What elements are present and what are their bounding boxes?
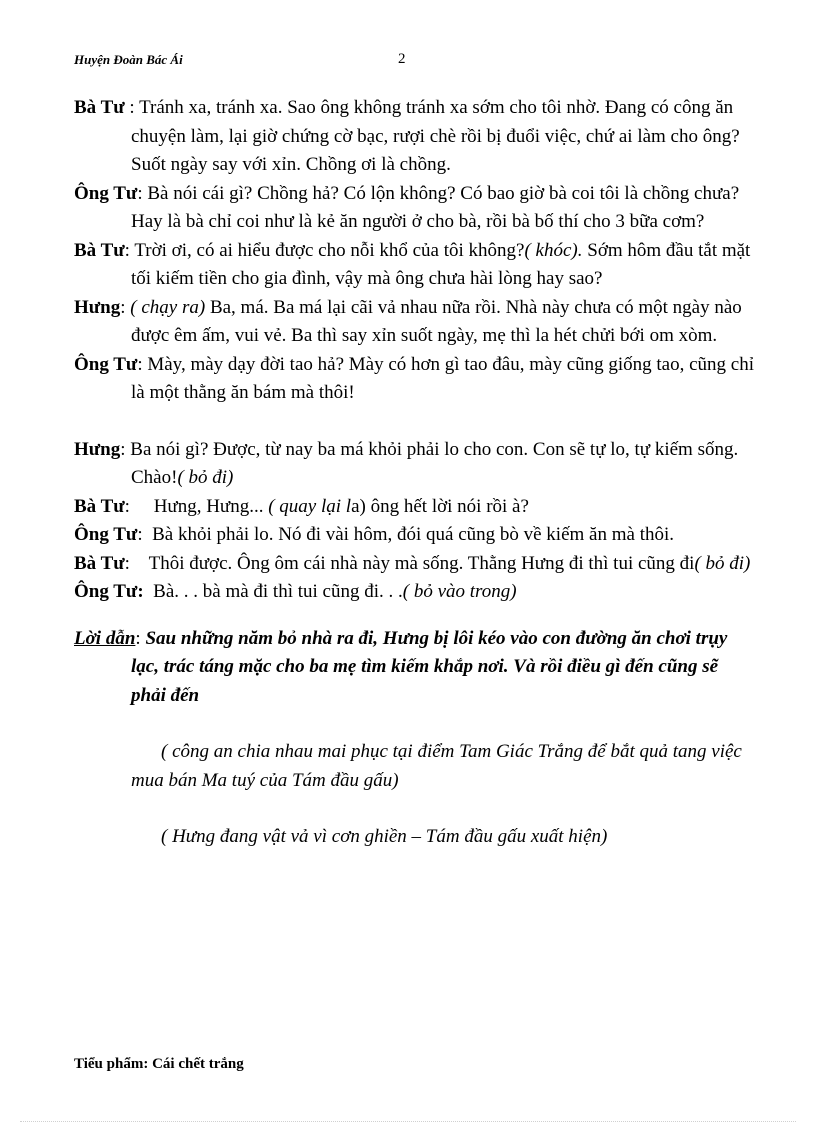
page-bottom-rule (20, 1121, 796, 1122)
header-organization: Huyện Đoàn Bác Ái (74, 52, 183, 67)
page-number: 2 (398, 51, 406, 67)
stage-direction-inline: ( bỏ đi) (694, 552, 751, 574)
line-text: Mày, mày dạy đời tao hả? Mày có hơn gì tao đâu, mày cũng giống tao, cũng chỉ là một thằng ăn bám mà thôi! (131, 353, 755, 403)
dialogue-line (74, 436, 754, 493)
line-text: Ba nói gì? Được, từ nay ba má khỏi phải lo cho con. Con sẽ tự lo, tự kiếm sống. Chào! (130, 438, 739, 488)
speaker-separator: : (124, 495, 154, 517)
dialogue-line (74, 94, 754, 180)
footer-title: Tiểu phẩm: Cái chết trắng (74, 1056, 244, 1072)
speaker-separator: : (120, 438, 131, 460)
stage-direction-inline: ( quay lại l (268, 495, 352, 517)
line-text: Sớm hôm đầu tắt mặt tối kiếm tiền cho gia đình, vậy mà ông chưa hài lòng hay sao? (131, 239, 751, 289)
dialogue-line (74, 351, 754, 408)
dialogue-line (74, 578, 754, 607)
stage-direction: ( Hưng đang vật vả vì cơn ghiền – Tám đầu gấu xuất hiện) (161, 826, 608, 847)
line-text: Bà nói cái gì? Chồng hả? Có lộn không? Có bao giờ bà coi tôi là chồng chưa? Hay là bà chỉ coi như là kẻ ăn người ở cho bà, rồi bà bố thí cho 3 bữa cơm? (131, 182, 740, 232)
stage-direction-inline: ( bỏ vào trong) (402, 581, 517, 602)
line-text: Trời ơi, có ai hiểu được cho nỗi khổ của tôi không? (134, 239, 525, 261)
speaker-name: Bà Tư (74, 495, 125, 517)
speaker-name: Bà Tư (74, 239, 125, 261)
line-text: Bà. . . bà mà đi thì tui cũng đi. . . (153, 581, 403, 602)
speaker-name: Ông Tư (74, 353, 138, 375)
speaker-name: Ông Tư (74, 524, 138, 545)
line-text: Thôi được. Ông ôm cái nhà này mà sống. Thằng Hưng đi thì tui cũng đi (148, 552, 695, 574)
dialogue-line (74, 550, 754, 579)
document-body (74, 94, 754, 852)
dialogue-section (74, 94, 754, 607)
dialogue-line (74, 180, 754, 237)
stage-direction-inline: ( bỏ đi) (177, 467, 234, 488)
speaker-separator (144, 581, 154, 602)
line-text: Ba, má. Ba má lại cãi vả nhau nữa rồi. Nhà này chưa có một ngày nào được êm ấm, vui vẻ. Ba thì say xỉn suốt ngày, mẹ thì la hét chửi bới om xòm. (131, 296, 742, 346)
paragraph-gap (74, 408, 754, 436)
speaker-separator: : (137, 524, 153, 545)
line-text: Hưng, Hưng... (153, 495, 269, 517)
narration-label: Lời dẫn (74, 627, 136, 649)
speaker-separator: : (137, 182, 148, 204)
dialogue-line (74, 521, 754, 550)
speaker-separator: : (124, 97, 140, 118)
dialogue-line (74, 294, 754, 351)
speaker-separator: : (120, 296, 131, 318)
line-text: a) ông hết lời nói rồi à? (351, 495, 529, 517)
speaker-name: Hưng (74, 438, 121, 460)
speaker-separator: : (137, 353, 148, 375)
dialogue-line (74, 493, 754, 522)
dialogue-line (74, 237, 754, 294)
narration-text: Sau những năm bỏ nhà ra đi, Hưng bị lôi kéo vào con đường ăn chơi trụy lạc, trác táng mặc cho ba mẹ tìm kiếm khắp nơi. Và rồi điều gì đến cũng sẽ phải đến (131, 627, 728, 706)
speaker-name: Bà Tư (74, 552, 125, 574)
speaker-name: Bà Tư (74, 97, 125, 118)
speaker-separator: : (124, 239, 135, 261)
stage-direction-inline: ( khóc). (524, 239, 583, 261)
stage-direction: ( công an chia nhau mai phục tại điểm Tam Giác Trắng để bắt quả tang việc mua bán Ma tuý của Tám đầu gấu) (131, 741, 742, 791)
narration: Lời dẫn: Sau những năm bỏ nhà ra đi, Hưng bị lôi kéo vào con đường ăn chơi trụy lạc, trác táng mặc cho ba mẹ tìm kiếm khắp nơi. Và rồi điều gì đến cũng sẽ phải đến (74, 627, 728, 706)
speaker-separator: : (124, 552, 149, 574)
speaker-name: Hưng (74, 296, 121, 318)
line-text: Tránh xa, tránh xa. Sao ông không tránh xa sớm cho tôi nhờ. Đang có công ăn chuyện làm, lại giờ chứng cờ bạc, rượi chè rồi bị đuổi việc, chứ ai làm cho ông? Suốt ngày say với xỉn. Chồng ơi là chồng. (131, 97, 740, 175)
stage-direction-inline: ( chạy ra) (130, 296, 206, 318)
speaker-name: Ông Tư (74, 182, 138, 204)
speaker-name: Ông Tư: (74, 581, 144, 602)
line-text: Bà khỏi phải lo. Nó đi vài hôm, đói quá cũng bò về kiếm ăn mà thôi. (152, 524, 674, 545)
